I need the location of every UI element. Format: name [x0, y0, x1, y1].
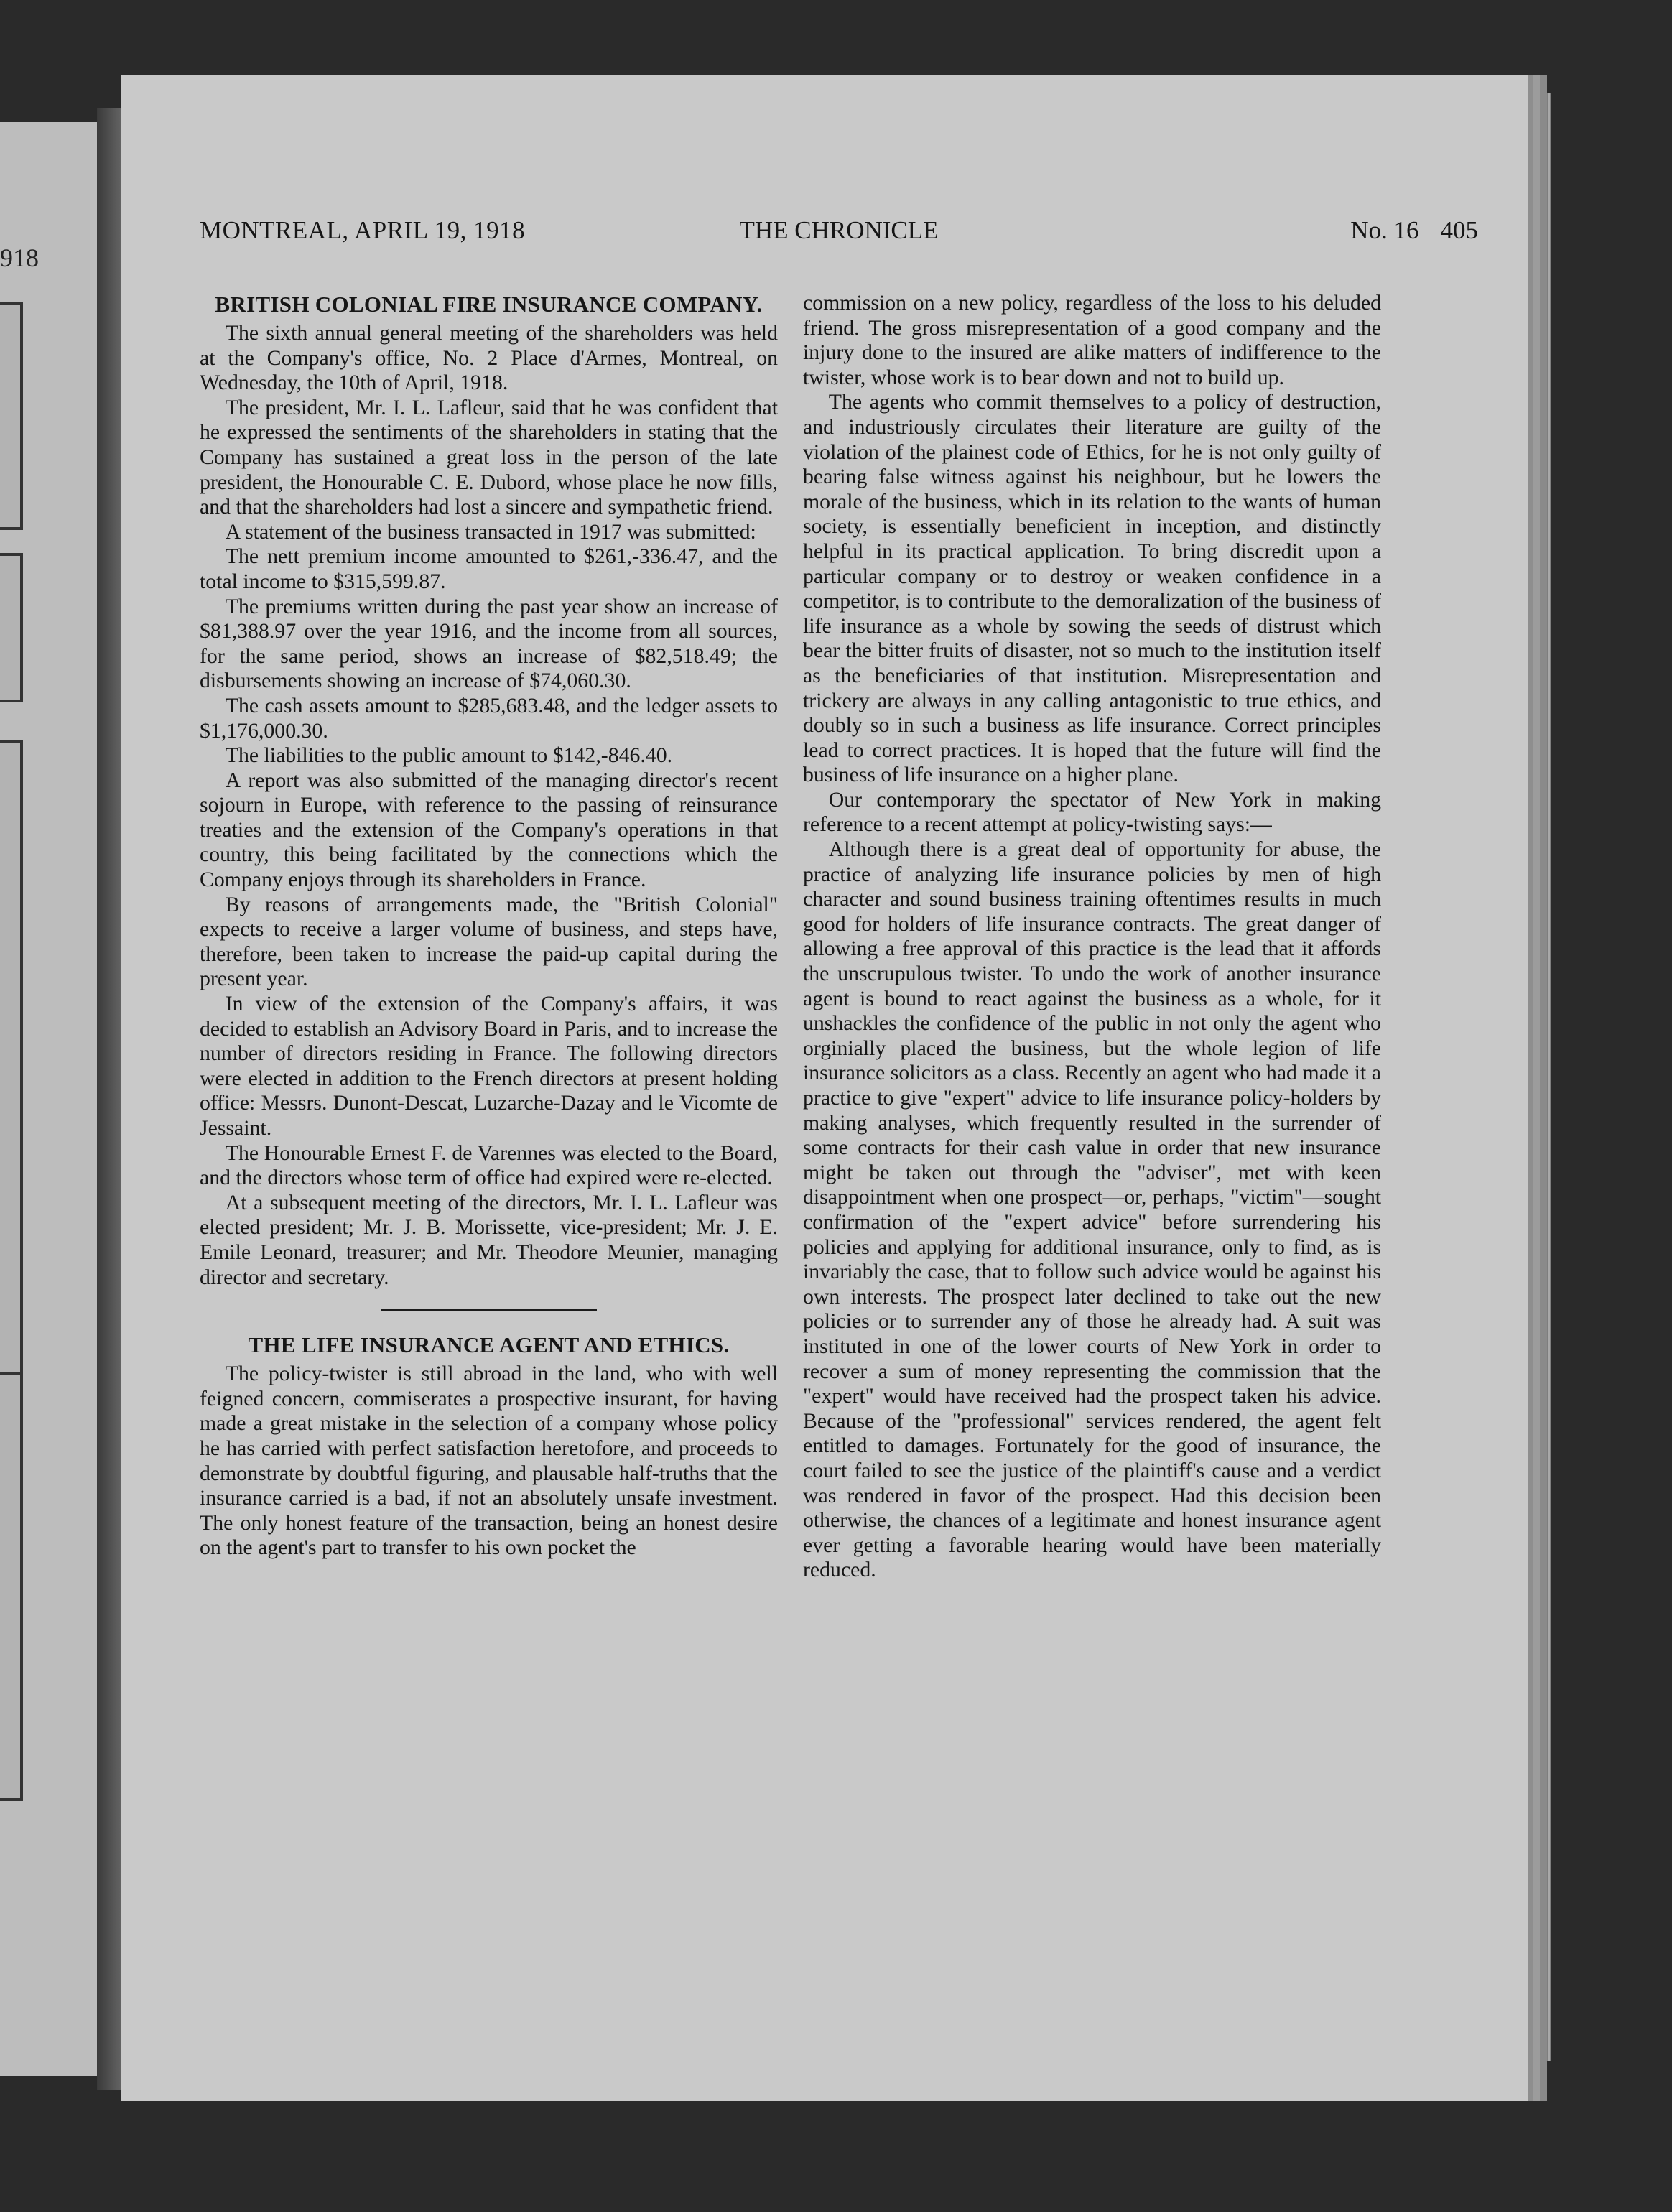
previous-page-edge: [0, 122, 99, 2076]
article-paragraph: The Honourable Ernest F. de Varennes was elected to the Board, and the directors whose term of office had expired were re-elected.: [200, 1140, 778, 1190]
article-paragraph: commission on a new policy, regardless of the loss to his deluded friend. The gross misrepresentation of a good company and the injury done to the insured are alike matters of indifference to the twister, whose work is to bear down and not to build up.: [803, 291, 1381, 389]
article-title: THE LIFE INSURANCE AGENT AND ETHICS.: [248, 1332, 730, 1358]
article-paragraph: A statement of the business transacted in 1917 was submitted:: [225, 519, 756, 544]
article-paragraph: By reasons of arrangements made, the "British Colonial" expects to receive a larger volume of business, and steps have, therefore, been taken to increase the paid-up capital during the present year.: [200, 892, 778, 991]
page-frame-box: [0, 302, 23, 530]
article-paragraph: Although there is a great deal of opportunity for abuse, the practice of analyzing life insurance policies by men of high character and sound business training oftentimes results in much good for holders of life insurance contracts. The great danger of allowing a free approval of this practice is the lead that it affords the unscrupulous twister. To undo the work of another insurance agent is bound to react against the business as a whole, for it unshackles the confidence of the public in not only the agent who orginially placed the business, but the whole legion of life insurance solicitors as a class. Recently an agent who had made it a practice to give "expert" advice to life insurance policy-holders by making analyses, which frequently resulted in the surrender of some contracts for their cash value in order that new insurance might be taken out through the "adviser", met with keen disappointment when one prospect—or, perhaps, "victim"—sought confirmation of the "expert advice" before surrendering his policies and applying for additional insurance, only to find, as is invariably the case, that to follow such advice would be against his own interests. The prospect later declined to take out the new policies or to surrender any of those he already had. A suit was instituted in one of the lower courts of New York in order to recover a sum of money representing the commission that the "expert" would have received had the prospect taken his advice. Because of the "professional" services rendered, the agent felt entitled to damages. Fortunately for the good of insurance, the court failed to see the justice of the plaintiff's cause and a verdict was rendered in favor of the prospect. Had this decision been otherwise, the chances of a legitimate and honest insurance agent ever getting a favorable hearing would have been materially reduced.: [803, 837, 1381, 1582]
article-paragraph: The sixth annual general meeting of the shareholders was held at the Company's office, No. 2 Place d'Armes, Montreal, on Wednesday, the 10th of April, 1918.: [200, 321, 778, 395]
article-paragraph: The nett premium income amounted to $261,-336.47, and the total income to $315,599.87.: [200, 544, 778, 593]
page-number: 405: [1440, 216, 1478, 244]
article-paragraph: At a subsequent meeting of the directors, Mr. I. L. Lafleur was elected president; Mr. J. B. Morissette, vice-president; Mr. J. E. Emile Leonard, treasurer; and Mr. Theodore Meunier, managing director and secretary.: [200, 1190, 778, 1289]
running-header: [200, 216, 1478, 252]
article-paragraph: The president, Mr. I. L. Lafleur, said that he was confident that he expressed the sentiments of the shareholders in stating that the Company has sustained a great loss in the person of the late president, the Honourable C. E. Dubord, whose place he now fills, and that the shareholders had lost a sincere and sympathetic friend.: [200, 395, 778, 519]
article-paragraph: The agents who commit themselves to a policy of destruction, and industriously circulates their literature are guilty of the violation of the plainest code of Ethics, for he is not only guilty of bearing false witness against his neighbour, but he lowers the morale of the business, which in its relation to the wants of human society, is essentially beneficient in inception, and distinctly helpful in its practical application. To bring discredit upon a particular company or to destroy or weaken confidence in a competitor, is to contribute to the demoralization of the business of life insurance as a whole by sowing the seeds of distrust which bear the bitter fruits of disaster, not so much to the institution itself as the beneficiaries of that institution. Misrepresentation and trickery are always in any calling antagonistic to true ethics, and doubly so in such a business as life insurance. Correct principles lead to correct practices. It is hoped that the future will find the business of life insurance on a higher plane.: [803, 390, 1381, 787]
previous-page-number: 918: [0, 243, 39, 272]
publication-title: THE CHRONICLE: [739, 216, 939, 244]
article-paragraph: The cash assets amount to $285,683.48, and the ledger assets to $1,176,000.30.: [200, 693, 778, 743]
page-stack-edge: [1526, 93, 1551, 2061]
page-frame-box: [0, 740, 23, 1392]
issue-and-page: [1329, 216, 1478, 245]
article-paragraph: The premiums written during the past year show an increase of $81,388.97 over the year 1916, and the income from all sources, for the same period, shows an increase of $82,518.49; the disbursements showing an increase of $74,060.30.: [200, 594, 778, 693]
right-column: [803, 291, 1381, 2129]
left-column: [200, 291, 778, 2129]
page-frame-box: [0, 553, 23, 702]
article-body: [200, 321, 778, 1290]
page-frame-box: [0, 1372, 23, 1801]
article-paragraph: In view of the extension of the Company's affairs, it was decided to establish an Advisory Board in Paris, and to increase the number of directors residing in France. The following directors were elected in addition to the French directors at present holding office: Messrs. Dunont-Descat, Luzarche-Dazay and le Vicomte de Jessaint.: [200, 992, 778, 1140]
issue-number: No. 16: [1350, 216, 1419, 244]
article-title: BRITISH COLONIAL FIRE INSURANCE COMPANY.: [215, 292, 763, 317]
article-paragraph: The policy-twister is still abroad in the land, who with well feigned concern, commiserates a prospective insurant, for having made a great mistake in the selection of a company whose policy he has carried with perfect satisfaction heretofore, and proceeds to demonstrate by doubtful figuring, and plausable half-truths that the insurance carried is a bad, if not an absolutely unsafe investment. The only honest feature of the transaction, being an honest desire on the agent's part to transfer to his own pocket the: [200, 1362, 778, 1560]
article-paragraph: The liabilities to the public amount to $142,-846.40.: [225, 743, 673, 768]
dateline: MONTREAL, APRIL 19, 1918: [200, 216, 526, 244]
section-divider: [381, 1309, 597, 1311]
article-body: [803, 390, 1381, 1583]
article-paragraph: A report was also submitted of the managing director's recent sojourn in Europe, with reference to the passing of reinsurance treaties and the extension of the Company's operations in that country, this being facilitated by the connections which the Company enjoys through its shareholders in France.: [200, 768, 778, 892]
article-body: [200, 1362, 778, 1561]
article-paragraph: Our contemporary the spectator of New York in making reference to a recent attempt at policy-twisting says:—: [803, 787, 1381, 837]
newspaper-page: [121, 75, 1528, 2101]
